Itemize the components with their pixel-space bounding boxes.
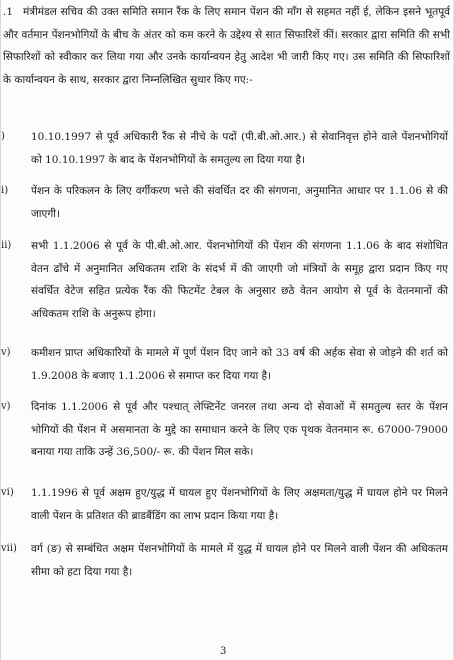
item-text: सभी 1.1.2006 से पूर्व के पी.बी.ओ.आर. पेंशनभोगियों की पेंशन की संगणना 1.1.06 के बाद संशोधित वेतन ढाँचे में अनुमानित अधिकतम राशि के संदर्भ में की जाएगी जो मंत्रियों के समूह द्वारा प्रदान किए गए संवर्धित वेटेज सहित प्रत्येक रैंक की फिटमेंट टेबल के अनुसार छठे वेतन आयोग से पूर्व के वेतनमानों की अधिकतम राशि के अनुरूप होगा। — [31, 240, 448, 320]
item-text: वर्ग (ङ) से सम्बंधित अक्षम पेंशनभोगियों के मामले में युद्ध में घायल होने पर मिलने वाली पेंशन की अधिकतम सीमा को हटा दिया गया है। — [31, 543, 448, 578]
item-text: 10.10.1997 से पूर्व अधिकारी रैंक से नीचे के पदों (पी.बी.ओ.आर.) से सेवानिवृत्त होने वाले पेंशनभोगियों को 10.10.1997 के बाद के पेंशनभोगियों के समतुल्य ला दिया गया है। — [31, 131, 448, 166]
item-marker: i) — [1, 185, 9, 196]
page-number: 3 — [220, 646, 227, 657]
intro-paragraph: मंत्रीमंडल सचिव की उक्त समिति समान रैंक के लिए समान पेंशन की माँग से सहमत नहीं ई, लेकिन इसने भूतपूर्व और वर्तमान पेंशनभोगियों के बीच के अंतर को कम करने के उद्देश्य से सात सिफारिशें कीं। सरकार द्वारा समिति की सभी सिफारिशों को स्वीकार कर लिया गया और उनके कार्यान्वयन हेतु आदेश भी जारी किए गए। उस समिति की सिफारिशों के कार्यान्वयन के साथ, सरकार द्वारा निम्नलिखित सुधार किए गए:- — [3, 6, 450, 86]
section-number: .1 — [3, 6, 14, 18]
item-marker: ) — [1, 131, 5, 142]
item-text: 1.1.1996 से पूर्व अक्षम हुए/युद्ध में घायल हुए पेंशनभोगियों के लिए अक्षमता/युद्ध में घायल होने पर मिलने वाली पेंशन के प्रतिशत की ब्राडबैंडिंग का लाभ प्रदान किया गया है। — [31, 487, 448, 522]
item-marker: v) — [1, 347, 11, 358]
item-marker: v) — [1, 401, 11, 412]
item-marker: vii) — [1, 543, 17, 554]
item-text: पेंशन के परिकलन के लिए वर्गीकरण भत्ते की संवर्धित दर की संगणना, अनुमानित आधार पर 1.1.06 से की जाएगी। — [31, 185, 448, 220]
item-marker: ii) — [1, 240, 12, 251]
item-text: कमीशन प्राप्त अधिकारियों के मामले में पूर्ण पेंशन दिए जाने को 33 वर्ष की अर्हक सेवा से जोड़ने की शर्त को 1.9.2008 के बजाए 1.1.2006 से समाप्त कर दिया गया है। — [31, 347, 448, 382]
item-marker: vi) — [1, 487, 14, 498]
item-text: दिनांक 1.1.2006 से पूर्व और पश्चात् लेफ्टिनेंट जनरल तथा अन्य दो सेवाओं में समतुल्य स्तर के पेंशन भोगियों की पेंशन में असमानता के मुद्दे का समाधान करने के लिए एक पृथक वेतनमान रू. 67000-79000 बनाया गया ताकि उन्हें 36,500/- रू. की पेंशन मिल सके। — [31, 401, 448, 458]
